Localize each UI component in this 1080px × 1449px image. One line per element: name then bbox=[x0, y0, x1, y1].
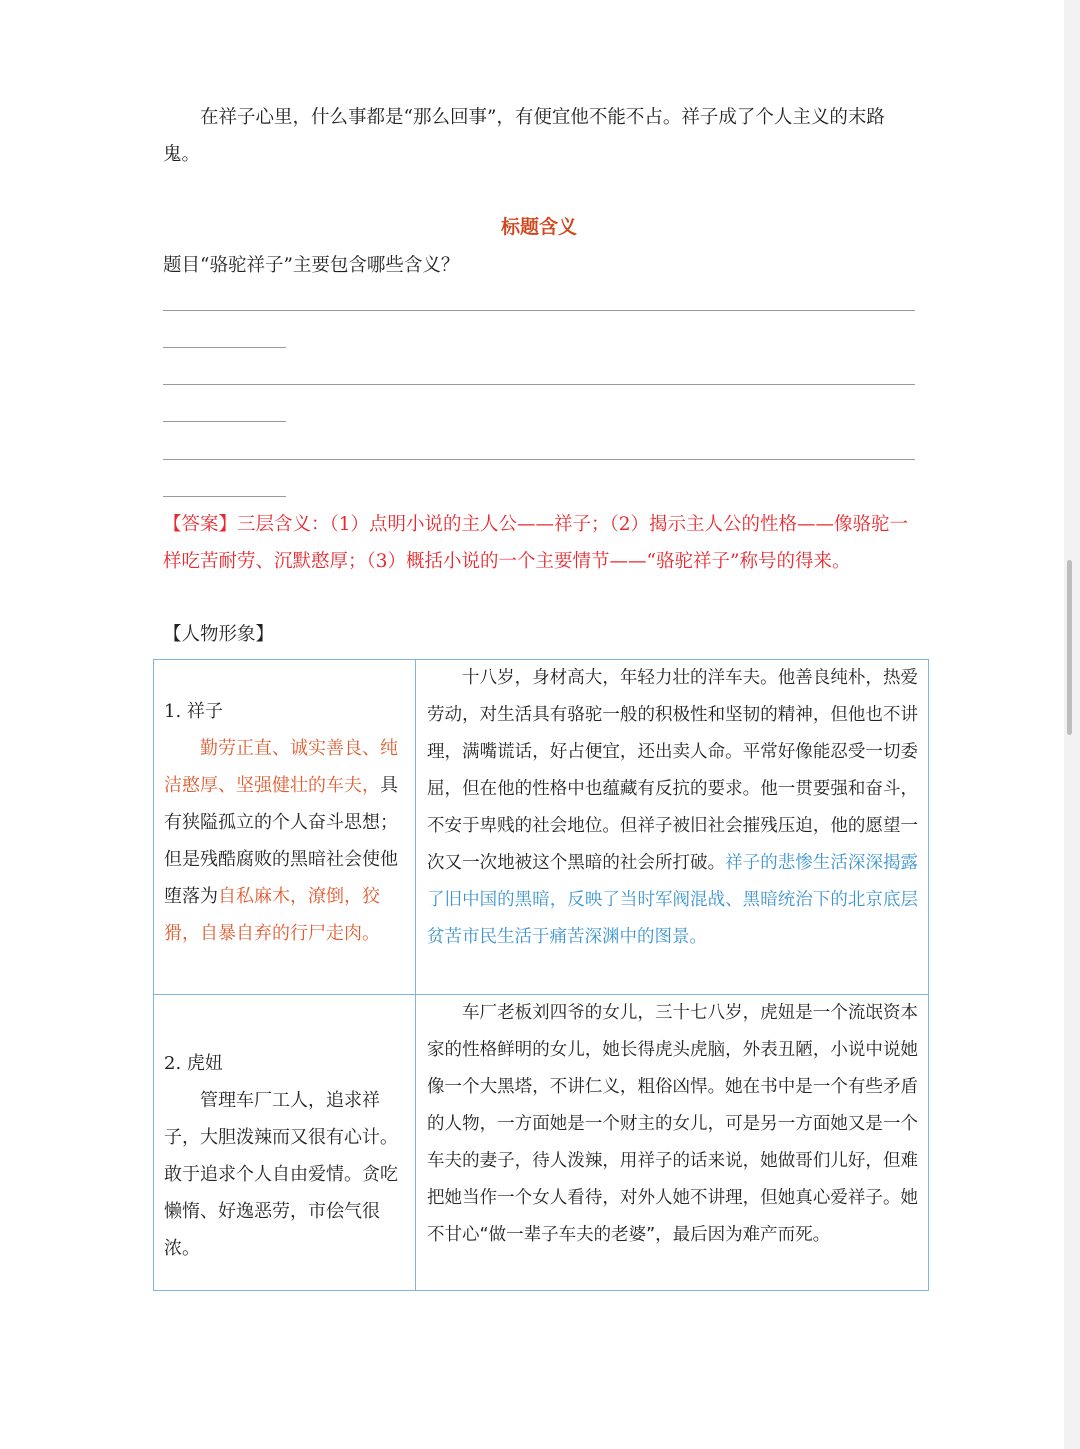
character-detail bbox=[427, 660, 918, 956]
scrollbar-track[interactable] bbox=[1064, 0, 1080, 1449]
answer-text: 三层含义：（1）点明小说的主人公——祥子；（2）揭示主人公的性格——像骆驼一样吃苦耐劳、沉默憨厚；（3）概括小说的一个主要情节——“骆驼祥子”称号的得来。 bbox=[163, 514, 909, 572]
character-name: 2. 虎妞 bbox=[164, 1053, 223, 1074]
answer-line bbox=[163, 384, 915, 385]
answer-line bbox=[163, 310, 915, 311]
summary-highlight: 自私麻木，潦倒，狡猾，自暴自弃的行尸走肉。 bbox=[164, 886, 380, 944]
answer-line bbox=[163, 459, 915, 460]
answer-line bbox=[163, 496, 286, 497]
answer-line bbox=[163, 421, 286, 422]
answer-block bbox=[163, 506, 915, 580]
table-row bbox=[154, 660, 929, 995]
character-detail: 车厂老板刘四爷的女儿，三十七八岁，虎妞是一个流氓资本家的性格鲜明的女儿，她长得虎头虎脑，外表丑陋，小说中说她像一个大黑塔，不讲仁义，粗俗凶悍。她在书中是一个有些矛盾的人物，一方面她是一个财主的女儿，可是另一方面她又是一个车夫的妻子，待人泼辣，用祥子的话来说，她做哥们儿好，但难把她当作一个女人看待，对外人她不讲理，但她真心爱祥子。她不甘心“做一辈子车夫的老婆”，最后因为难产而死。 bbox=[427, 1003, 918, 1245]
answer-line bbox=[163, 347, 286, 348]
character-summary-cell bbox=[154, 660, 416, 995]
table-row bbox=[154, 995, 929, 1291]
character-detail-cell bbox=[416, 660, 929, 995]
section-title: 标题含义 bbox=[500, 216, 577, 238]
detail-text: 十八岁，身材高大，年轻力壮的洋车夫。他善良纯朴，热爱劳动，对生活具有骆驼一般的积极性和坚韧的精神，但他也不讲理，满嘴谎话，好占便宜，还出卖人命。平常好像能忍受一切委屈，但在他的性格中也蕴藏有反抗的要求。他一贯要强和奋斗，不安于卑贱的社会地位。但祥子被旧社会摧残压迫，他的愿望一次又一次地被这个黑暗的社会所打破。 bbox=[427, 668, 918, 873]
character-name: 1. 祥子 bbox=[164, 701, 223, 722]
intro-paragraph: 在祥子心里，什么事都是“那么回事”，有便宜他不能不占。祥子成了个人主义的末路鬼。 bbox=[163, 107, 885, 165]
character-summary-cell bbox=[154, 995, 416, 1291]
answer-tag: 【答案】 bbox=[163, 514, 238, 535]
question-text: 题目“骆驼祥子”主要包含哪些含义？ bbox=[163, 255, 460, 276]
summary-text: 具有狭隘孤立的个人奋斗思想；但是残酷腐败的黑暗社会使他堕落为 bbox=[164, 775, 398, 907]
character-summary: 管理车厂工人，追求祥子，大胆泼辣而又很有心计。敢于追求个人自由爱情。贪吃懒惰、好逸恶劳，市侩气很浓。 bbox=[164, 1090, 398, 1259]
character-summary bbox=[164, 730, 406, 952]
scrollbar-thumb[interactable] bbox=[1067, 560, 1072, 735]
character-detail-cell bbox=[416, 995, 929, 1291]
summary-highlight: 勤劳正直、诚实善良、纯洁憨厚、坚强健壮的车夫， bbox=[164, 738, 398, 796]
detail-highlight: 祥子的悲惨生活深深揭露了旧中国的黑暗，反映了当时军阀混战、黑暗统治下的北京底层贫苦市民生活于痛苦深渊中的图景。 bbox=[427, 853, 919, 947]
characters-table bbox=[153, 659, 929, 1291]
characters-label: 【人物形象】 bbox=[163, 624, 275, 645]
